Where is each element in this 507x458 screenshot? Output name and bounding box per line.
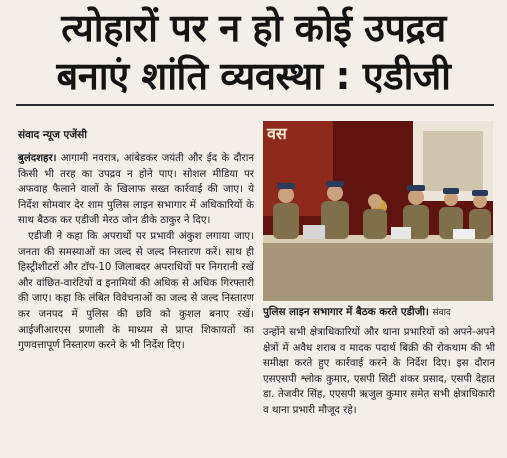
article-paragraph-2: एडीजी ने कहा कि अपराधों पर प्रभावी अंकुश लगाया जाए। जनता की समस्याओं का जल्द से जल्द निस्तारण करें। साथ ही हिस्ट्रीशीटरों और टॉप-10 जिलाबदर अपराधियों पर निगरानी रखें और वांछित-वारंटियों व इनामियों की अधिक से अधिक गिरफ्तारी की जाए। कहा कि लंबित विवेचनाओं का जल्द से जल्द निस्तारण कर जनपद में पुलिस की छवि को कुशल बनाए रखें। आईजीआरएस प्रणाली के माध्यम से प्राप्त शिकायतों का गुणवत्तापूर्ण निस्तारण करने के भी निर्देश दिए। bbox=[18, 230, 254, 352]
headline-rule bbox=[16, 104, 494, 106]
headline-line-2: बनाएं शांति व्यवस्था : एडीजी bbox=[56, 54, 451, 98]
meeting-photo-illustration bbox=[263, 121, 493, 301]
article-paragraph-3: उन्होंने सभी क्षेत्राधिकारियों और थाना प्रभारियों को अपने-अपने क्षेत्रों में अवैध शराब व मादक पदार्थ बिक्री की रोकथाम की भी समीक्षा करते हुए कार्रवाई करने के निर्देश दिए। इस दौरान एसएसपी श्लोक कुमार, एसपी सिटी शंकर प्रसाद, एसपी देहात डा. तेजवीर सिंह, एएसपी ऋजुल कुमार समेत सभी क्षेत्राधिकारी व थाना प्रभारी मौजूद रहे। bbox=[263, 327, 495, 416]
dateline: बुलंदशहर। bbox=[18, 153, 57, 164]
paragraph-1-text: आगामी नवरात्र, आंबेडकर जयंती और ईद के दौरान किसी भी तरह का उपद्रव न होने पाए। सोशल मीडिया पर अफवाह फैलाने वालों के खिलाफ सख्त कार्रवाई की जाए। ये निर्देश सोमवार देर शाम पुलिस लाइन सभागार में अधिकारियों के साथ बैठक कर एडीजी मेरठ जोन डीके ठाकुर ने दिए। bbox=[18, 153, 254, 227]
headline bbox=[0, 4, 507, 100]
photo-caption-text: पुलिस लाइन सभागार में बैठक करते एडीजी। bbox=[263, 306, 429, 318]
headline-line-1: त्योहारों पर न हो कोई उपद्रव bbox=[61, 6, 446, 50]
wall-sign-text: वस bbox=[267, 124, 287, 143]
photo-credit: संवाद bbox=[432, 308, 451, 318]
article-column-right bbox=[263, 325, 495, 419]
article-paragraph-1 bbox=[18, 151, 254, 229]
meeting-photo bbox=[263, 121, 493, 301]
article-column-left bbox=[18, 151, 254, 354]
photo-caption bbox=[263, 305, 503, 319]
byline: संवाद न्यूज एजेंसी bbox=[18, 129, 87, 141]
